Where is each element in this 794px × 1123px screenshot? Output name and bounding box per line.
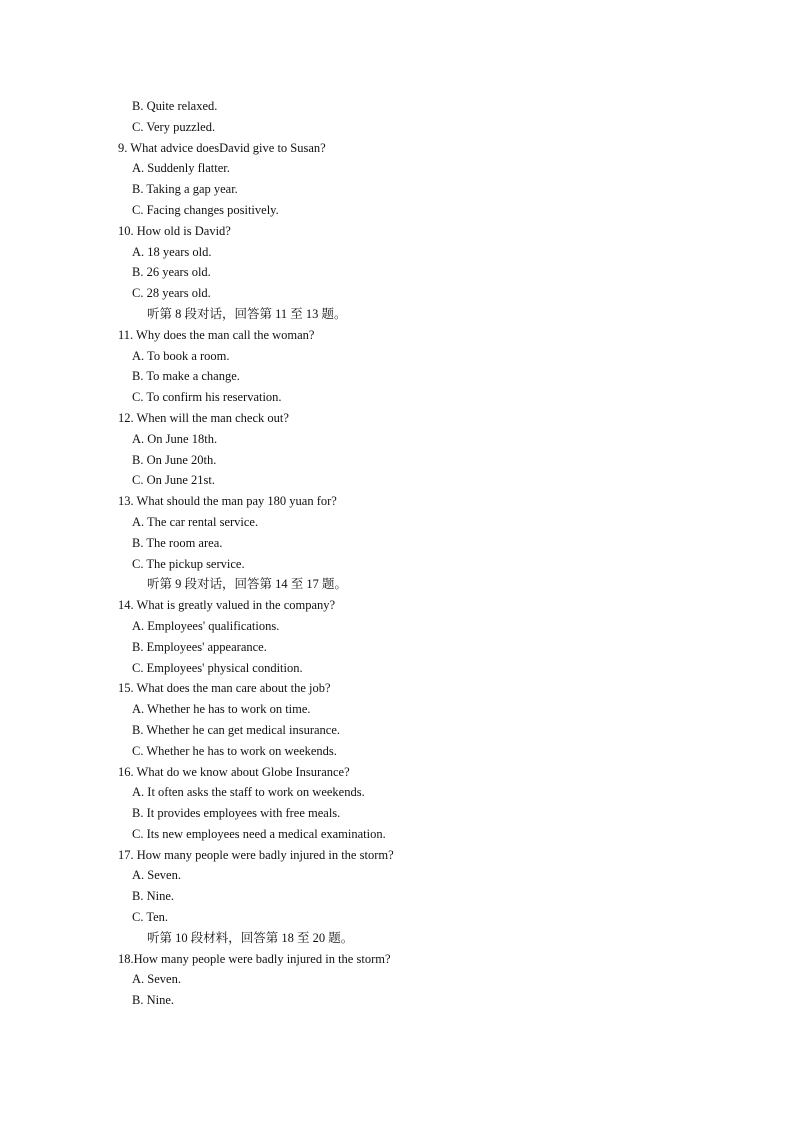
answer-option: B. To make a change. — [132, 369, 240, 384]
answer-option: A. 18 years old. — [132, 244, 212, 259]
answer-option: A. To book a room. — [132, 348, 230, 363]
section-instruction: 听第 10 段材料，回答第 18 至 20 题。 — [147, 930, 354, 945]
answer-option: B. The room area. — [132, 535, 223, 550]
question-text: 15. What does the man care about the job? — [118, 681, 331, 696]
section-instruction: 听第 9 段对话，回答第 14 至 17 题。 — [147, 577, 348, 592]
answer-option: B. Nine. — [132, 993, 175, 1008]
answer-option: A. Employees' qualifications. — [132, 618, 280, 633]
answer-option: C. On June 21st. — [132, 473, 215, 488]
document-page — [0, 96, 794, 1011]
answer-option: A. It often asks the staff to work on weekends. — [132, 785, 365, 800]
answer-option: B. Taking a gap year. — [132, 182, 238, 197]
answer-option: B. Quite relaxed. — [132, 99, 218, 113]
answer-option: A. Whether he has to work on time. — [132, 702, 311, 717]
answer-option: C. Employees' physical condition. — [132, 660, 303, 675]
section-instruction: 听第 8 段对话，回答第 11 至 13 题。 — [147, 306, 347, 321]
answer-option: A. On June 18th. — [132, 431, 218, 446]
answer-option: C. Ten. — [132, 910, 169, 925]
answer-option: C. The pickup service. — [132, 556, 245, 571]
answer-option: B. Whether he can get medical insurance. — [132, 722, 341, 737]
question-text: 13. What should the man pay 180 yuan for? — [118, 494, 337, 509]
answer-option: C. 28 years old. — [132, 286, 211, 301]
question-text: 12. When will the man check out? — [118, 410, 289, 425]
answer-option: A. Seven. — [132, 868, 181, 883]
answer-option: B. Nine. — [132, 889, 175, 904]
answer-option: C. Whether he has to work on weekends. — [132, 743, 337, 758]
answer-option: A. Suddenly flatter. — [132, 161, 230, 176]
answer-option: B. 26 years old. — [132, 265, 211, 280]
question-text: 14. What is greatly valued in the company? — [118, 598, 336, 613]
answer-option: A. The car rental service. — [132, 514, 259, 529]
answer-option: C. To confirm his reservation. — [132, 390, 282, 405]
question-text: 11. Why does the man call the woman? — [118, 327, 315, 342]
question-text: 18.How many people were badly injured in the storm? — [118, 951, 391, 966]
answer-option: C. Its new employees need a medical examination. — [132, 826, 386, 841]
answer-option: B. Employees' appearance. — [132, 639, 267, 654]
answer-option: B. On June 20th. — [132, 452, 217, 467]
answer-option: C. Facing changes positively. — [132, 202, 279, 217]
answer-option: A. Seven. — [132, 972, 181, 987]
answer-option: B. It provides employees with free meals. — [132, 806, 341, 821]
question-text: 9. What advice doesDavid give to Susan? — [118, 140, 326, 155]
question-text: 10. How old is David? — [118, 223, 231, 238]
question-text: 16. What do we know about Globe Insurance? — [118, 764, 350, 779]
answer-option: C. Very puzzled. — [132, 119, 216, 134]
question-text: 17. How many people were badly injured in the storm? — [118, 847, 394, 862]
